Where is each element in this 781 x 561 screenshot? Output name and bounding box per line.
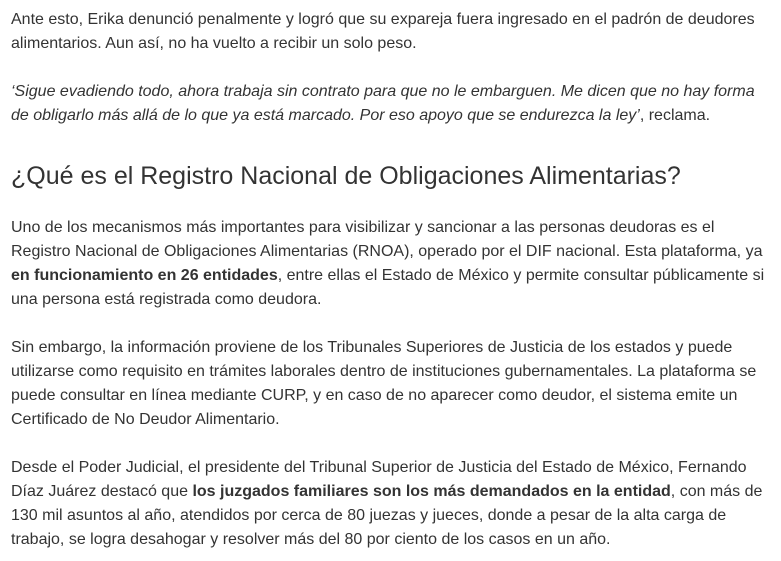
paragraph-information-source: Sin embargo, la información proviene de los Tribunales Superiores de Justicia de los estados y puede utilizarse como requisito en trámites laborales dentro de instituciones gubernamentales. La plataforma se puede consultar en línea mediante CURP, y en caso de no aparecer como deudor, el sistema emite un Certificado de No Deudor Alimentario. [11, 339, 757, 428]
paragraph-quote [11, 80, 773, 128]
paragraph-rnoa-description [11, 216, 773, 312]
quote-attribution: , reclama. [639, 107, 711, 124]
paragraph-erika-complaint: Ante esto, Erika denunció penalmente y logró que su expareja fuera ingresado en el padrón de deudores alimentarios. Aun así, no ha vuelto a recibir un solo peso. [11, 11, 755, 52]
paragraph-3-bold-text: en funcionamiento en 26 entidades [11, 267, 278, 284]
section-heading: ¿Qué es el Registro Nacional de Obligaciones Alimentarias? [11, 162, 681, 190]
paragraph-3-text-after: , entre ellas el Estado de México y permite consultar públicamente si una persona está registrada como deudora. [11, 267, 765, 308]
paragraph-5-text-after: , con más de 130 mil asuntos al año, atendidos por cerca de 80 juezas y jueces, donde a pesar de la alta carga de trabajo, se logra desahogar y resolver más del 80 por ciento de los casos en un año. [11, 483, 763, 548]
paragraph-3-text-before: Uno de los mecanismos más importantes para visibilizar y sancionar a las personas deudoras es el Registro Nacional de Obligaciones Alimentarias (RNOA), operado por el DIF nacional. Esta plataforma, ya [11, 219, 763, 260]
paragraph-5-bold-text: los juzgados familiares son los más demandados en la entidad [192, 483, 671, 500]
paragraph-judicial-power [11, 456, 773, 552]
quote-text: ‘Sigue evadiendo todo, ahora trabaja sin contrato para que no le embarguen. Me dicen que no hay forma de obligarlo más allá de lo que ya está marcado. Por eso apoyo que se endurezca la ley’ [11, 83, 755, 124]
paragraph-5-text-before: Desde el Poder Judicial, el presidente del Tribunal Superior de Justicia del Estado de México, Fernando Díaz Juárez destacó que [11, 459, 747, 500]
